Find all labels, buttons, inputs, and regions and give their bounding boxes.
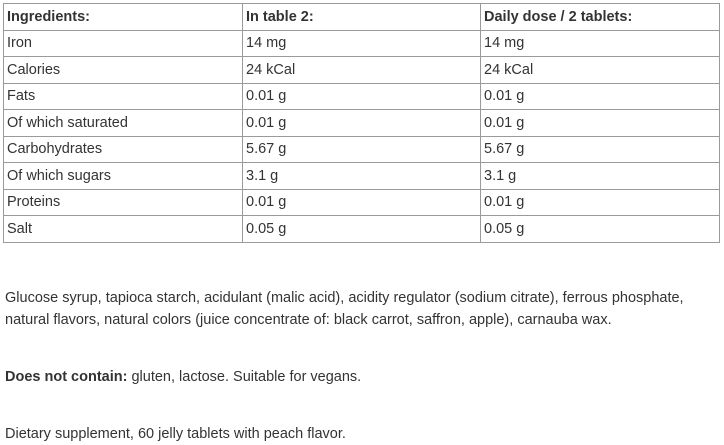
header-daily-dose: Daily dose / 2 tablets: — [481, 4, 720, 31]
cell-daily-dose: 24 kCal — [481, 57, 720, 84]
cell-nutrient: Calories — [4, 57, 243, 84]
cell-per-table: 0.01 g — [243, 189, 481, 216]
nutrition-table — [3, 3, 720, 243]
cell-nutrient: Proteins — [4, 189, 243, 216]
header-in-table: In table 2: — [243, 4, 481, 31]
table-row — [4, 136, 720, 163]
cell-per-table: 0.01 g — [243, 83, 481, 110]
cell-nutrient: Of which sugars — [4, 163, 243, 190]
table-row — [4, 189, 720, 216]
cell-daily-dose: 0.01 g — [481, 189, 720, 216]
cell-per-table: 5.67 g — [243, 136, 481, 163]
cell-daily-dose: 14 mg — [481, 30, 720, 57]
cell-per-table: 24 kCal — [243, 57, 481, 84]
cell-nutrient: Of which saturated — [4, 110, 243, 137]
table-row — [4, 30, 720, 57]
table-row — [4, 163, 720, 190]
table-row — [4, 216, 720, 243]
cell-nutrient: Carbohydrates — [4, 136, 243, 163]
header-ingredients: Ingredients: — [4, 4, 243, 31]
ingredients-paragraph: Glucose syrup, tapioca starch, acidulant (malic acid), acidity regulator (sodium citrate), ferrous phosphate, natural flavors, natural colors (juice concentrate of: black carrot, saffron, apple), carnauba wax. — [5, 290, 684, 328]
allergen-paragraph — [5, 366, 719, 388]
cell-per-table: 0.05 g — [243, 216, 481, 243]
table-row — [4, 110, 720, 137]
cell-per-table: 3.1 g — [243, 163, 481, 190]
cell-nutrient: Iron — [4, 30, 243, 57]
table-row — [4, 83, 720, 110]
cell-daily-dose: 0.05 g — [481, 216, 720, 243]
cell-daily-dose: 3.1 g — [481, 163, 720, 190]
cell-daily-dose: 0.01 g — [481, 83, 720, 110]
allergen-label: Does not contain: — [5, 369, 128, 385]
table-header-row — [4, 4, 720, 31]
cell-nutrient: Salt — [4, 216, 243, 243]
cell-per-table: 14 mg — [243, 30, 481, 57]
table-row — [4, 57, 720, 84]
cell-nutrient: Fats — [4, 83, 243, 110]
cell-per-table: 0.01 g — [243, 110, 481, 137]
cell-daily-dose: 0.01 g — [481, 110, 720, 137]
supplement-paragraph: Dietary supplement, 60 jelly tablets with peach flavor. — [5, 426, 346, 442]
allergen-text: gluten, lactose. Suitable for vegans. — [127, 369, 362, 385]
cell-daily-dose: 5.67 g — [481, 136, 720, 163]
